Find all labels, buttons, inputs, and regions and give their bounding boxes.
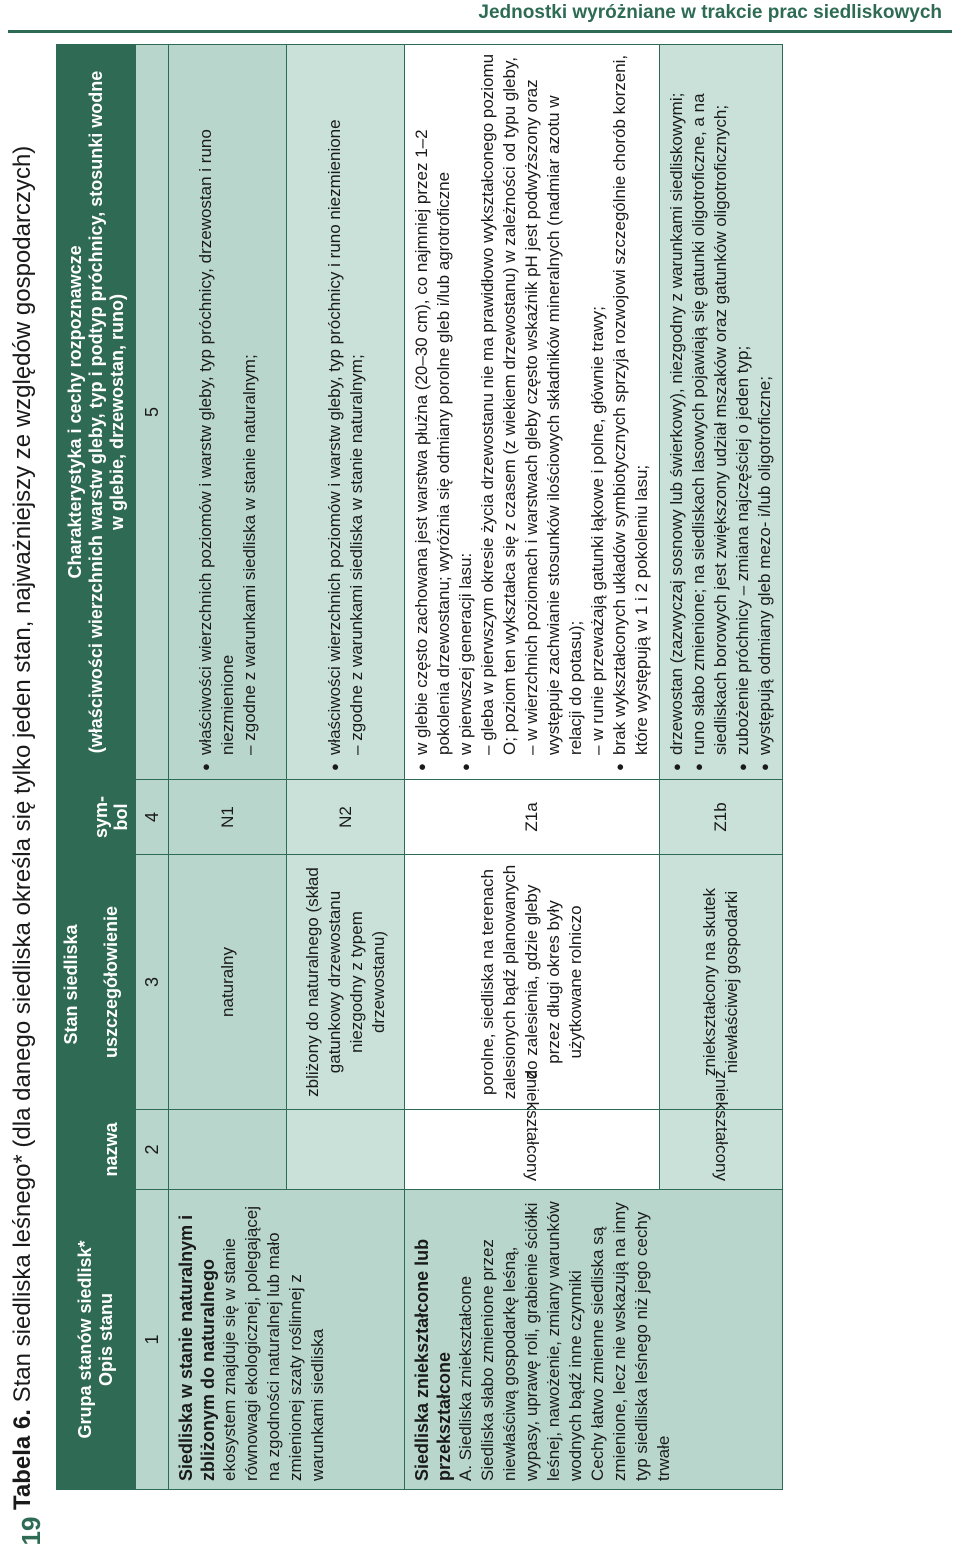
group2-title: Siedliska zniekształcone lub przekształcone: [412, 1238, 454, 1481]
z1b-item-1: ● drzewostan (zazwyczaj sosnowy lub świerkowy), niezgodny z warunkami siedliskowymi;: [666, 53, 688, 771]
z1a-item-1: ● w glebie często zachowana jest warstwa płużna (20–30 cm), co najmniej przez 1–2 pokolenia drzewostanu; wyróżnia się odmiany porolne gleb i/lub agrotroficzne: [411, 53, 455, 771]
col-header-char-line1: Charakterystyka i cechy rozpoznawcze: [64, 245, 85, 579]
n1-bullet: ● właściwości wierzchnich poziomów i warstw gleby, typ próchnicy, drzewostan i runo niezmienione: [195, 53, 239, 771]
z1a-symbol: Z1a: [405, 779, 660, 854]
col-header-characteristics: [57, 44, 136, 779]
group2-description: Siedliska słabo zmienione przez niewłaściwą gospodarkę leśną, wypasy, uprawę roli, grabienie ściółki leśnej, nawożenie, zmiany warunków wodnych bądź inne czynniki: [478, 1201, 585, 1481]
page-number: 19: [16, 1516, 46, 1546]
caption-text: Stan siedliska leśnego* (dla danego siedliska określa się tylko jeden stan, najważniejszy ze względów gospodarczych): [9, 145, 36, 1410]
group2-description-cell: [405, 1190, 783, 1490]
z1a-detail: porolne, siedliska na terenach zalesionych bądź planowanych do zalesienia, gdzie gleby przez długi okres były użytkowane rolniczo: [405, 855, 660, 1110]
col-num-3: 3: [136, 855, 169, 1110]
caption-label: Tabela 6.: [9, 1409, 36, 1510]
n1-dash: – zgodne z warunkami siedliska w stanie naturalnym;: [239, 354, 259, 755]
z1b-name: zniekształcony: [712, 1070, 731, 1181]
z1a-characteristics: [405, 44, 660, 779]
col-header-detail: uszczegółowienie: [87, 855, 136, 1110]
col-header-symbol: sym- bol: [87, 779, 136, 854]
z1b-name-cell: [660, 1070, 783, 1190]
n1-symbol: N1: [169, 779, 287, 854]
col-num-4: 4: [136, 779, 169, 854]
column-number-row: [136, 44, 169, 1489]
col-header-char-line3: w glebie, drzewostan, runo): [106, 293, 127, 530]
col-header-group-line1: Grupa stanów siedlisk*: [75, 1240, 95, 1439]
group2-note: Cechy łatwo zmienne siedliska są zmienione, lecz nie wskazują na inny typ siedliska leśnego niż jego cechy trwałe: [588, 1202, 673, 1481]
z1a-item-4: – w wierzchnich poziomach i warstwach gleby często wskaźnik pH jest podwyższony oraz występuje zachwianie stosunków ilościowych składników mineralnych (nadmiar azotu w relacji do potasu);: [522, 79, 585, 755]
col-header-state: Stan siedliska: [57, 779, 87, 1189]
n2-detail: zbliżony do naturalnego (skład gatunkowy drzewostanu niezgodny z typem drzewostanu): [287, 855, 405, 1110]
z1a-name-cell: [405, 1070, 660, 1190]
z1b-characteristics: [660, 44, 783, 779]
n2-name-cell: [287, 1110, 405, 1190]
table-caption: [0, 146, 46, 1510]
col-num-1: 1: [136, 1190, 169, 1490]
col-header-group-line2: Opis stanu: [96, 1293, 116, 1387]
header-row-1: [57, 44, 87, 1489]
running-header: Jednostki wyróżniane w trakcie prac siedliskowych: [478, 2, 942, 23]
z1b-detail: zniekształcony na skutek niewłaściwej gospodarki: [660, 855, 783, 1110]
group1-description-cell: [169, 1190, 405, 1490]
col-header-name: nazwa: [87, 1110, 136, 1190]
group1-description: ekosystem znajduje się w stanie równowagi ekologicznej, polegającej na zgodności naturalnej lub mało zmienionej szaty roślinnej z warunkami siedliska: [220, 1205, 327, 1481]
z1b-item-2: ● runo słabo zmienione; na siedliskach lasowych pojawiają się gatunki oligotroficzne, a na siedliskach borowych jest zwiększony udział mszaków oraz gatunków oligotroficznych;: [688, 53, 732, 771]
z1b-item-4: ● występują odmiany gleb mezo- i/lub oligotroficzne;: [754, 53, 776, 771]
habitat-state-table: [56, 44, 783, 1490]
col-num-5: 5: [136, 44, 169, 779]
n1-characteristics: [169, 44, 287, 779]
table-row-n1: [169, 44, 287, 1489]
z1a-item-5: – w runie przeważają gatunki łąkowe i polne, głównie trawy;: [588, 306, 607, 755]
z1b-item-3: ● zubożenie próchnicy – zmiana najczęściej o jeden typ;: [732, 53, 754, 771]
group2-subtitle: A. Siedliska zniekształcone: [456, 1275, 475, 1481]
rotated-table-page: [0, 10, 920, 1510]
n2-bullet: ● właściwości wierzchnich poziomów i warstw gleby, typ próchnicy i runo niezmienione: [324, 53, 346, 771]
z1a-item-3: – gleba w pierwszym okresie życia drzewostanu nie ma prawidłowo wykształconego poziomu O; poziom ten wykształca się z czasem (z wiekiem drzewostanu) w zależności od typu gleby,: [478, 53, 519, 755]
col-header-char-line2: (właściwości wierzchnich warstw gleby, typ i podtyp próchnicy, stosunki wodne: [85, 70, 106, 754]
n2-dash: – zgodne z warunkami siedliska w stanie naturalnym;: [346, 354, 366, 755]
n2-characteristics: [287, 44, 405, 779]
group1-title: Siedliska w stanie naturalnym i zbliżonym do naturalnego: [176, 1214, 218, 1481]
table-row-z1a: [405, 44, 660, 1489]
z1a-name: zniekształcony: [523, 1070, 542, 1181]
z1b-symbol: Z1b: [660, 779, 783, 854]
col-header-group: [57, 1190, 136, 1490]
z1a-item-6: ● brak wykształconych układów symbiotycznych sprzyja rozwojowi szczególnie chorób korzeni, które występują w 1 i 2 pokoleniu lasu;: [609, 53, 653, 771]
z1a-item-2: ● w pierwszej generacji lasu:: [455, 53, 477, 771]
n2-symbol: N2: [287, 779, 405, 854]
n1-name-cell: [169, 1110, 287, 1190]
n1-detail: naturalny: [169, 855, 287, 1110]
col-num-2: 2: [136, 1110, 169, 1190]
